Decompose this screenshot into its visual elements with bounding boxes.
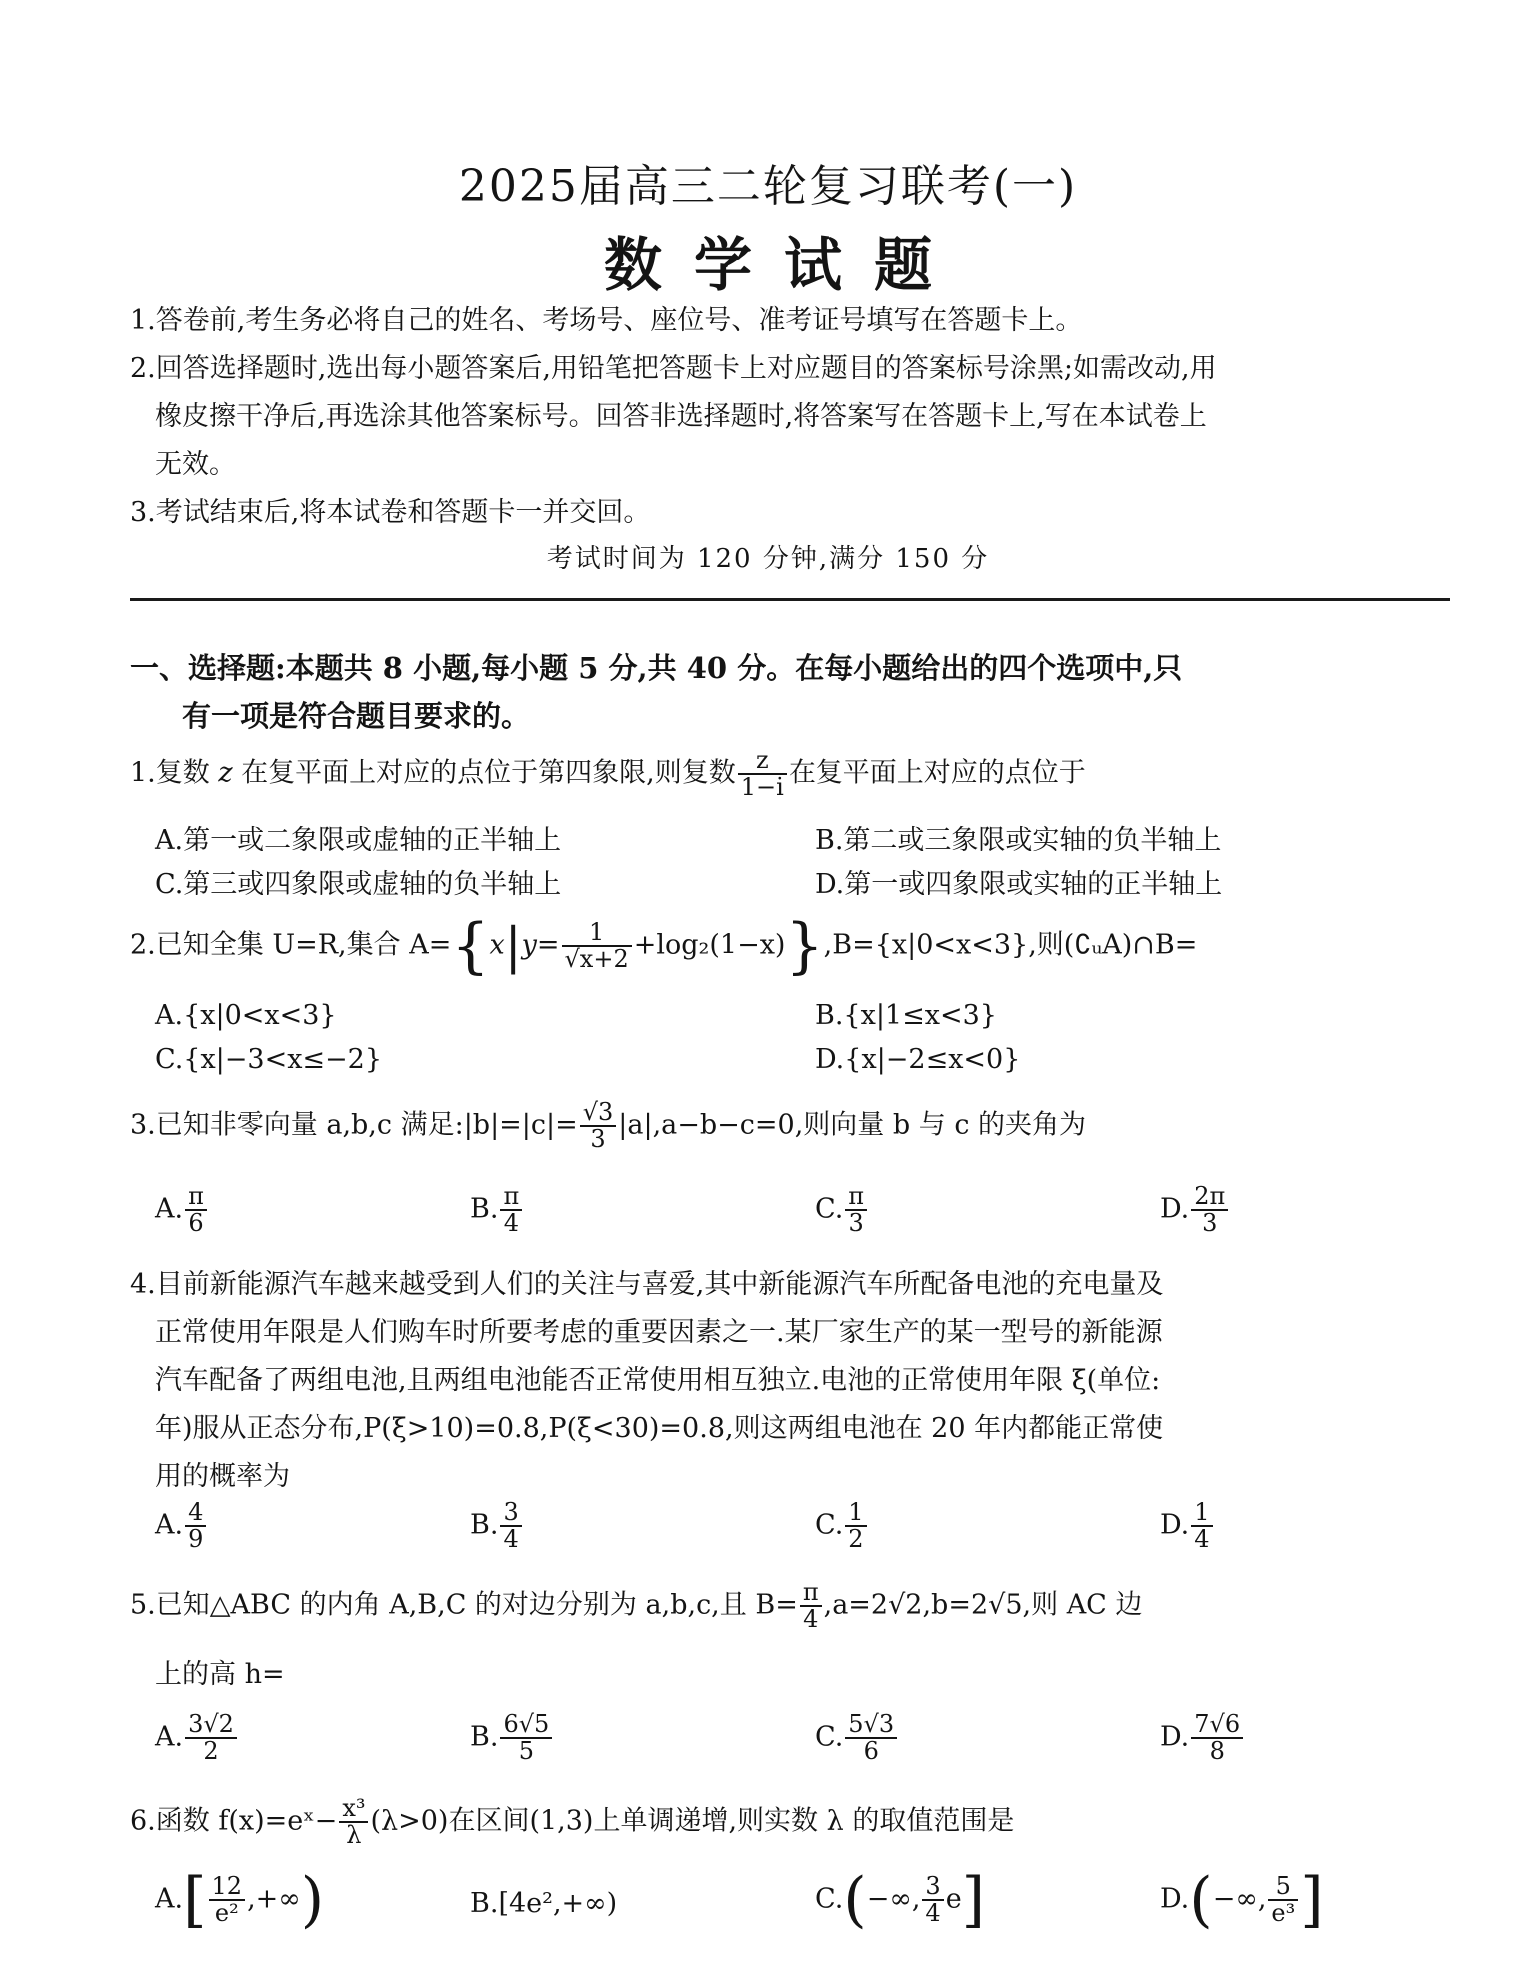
q3-post: |a|,a−b−c=0,则向量 b 与 c 的夹角为: [618, 1109, 1087, 1141]
question-5-stem: [130, 1580, 1142, 1632]
q2-set-tail: +log₂(1−x): [633, 929, 786, 961]
section-heading-line-2: 有一项是符合题目要求的。: [182, 699, 531, 733]
q5-a-den: 2: [203, 1737, 219, 1766]
q2-set-close-brace: }: [785, 911, 824, 981]
question-1-stem: [130, 748, 1086, 800]
q5-option-a: [155, 1712, 239, 1764]
q4-d-den: 4: [1194, 1525, 1210, 1554]
q6-a-tail: ,+∞: [247, 1883, 301, 1915]
q2-frac-den: √x+2: [564, 945, 629, 973]
q3-b-num: π: [500, 1184, 522, 1211]
note-line-3: 橡皮擦干净后,再选涂其他答案标号。回答非选择题时,将答案写在答题卡上,写在本试卷上: [155, 401, 1207, 432]
q4-a-label: A.: [155, 1509, 184, 1541]
q3-b-label: B.: [470, 1193, 499, 1225]
q5-option-c: [815, 1712, 899, 1764]
q5-option-b: [470, 1712, 554, 1764]
q4-b-frac: [500, 1500, 521, 1552]
q4-line-4: 年)服从正态分布,P(ξ>10)=0.8,P(ξ<30)=0.8,则这两组电池在 20 年内都能正常使: [155, 1413, 1164, 1444]
q6-c-head: −∞,: [866, 1883, 921, 1915]
q2-option-d: D.{x|−2≤x<0}: [815, 1044, 1021, 1075]
q4-option-b: [470, 1500, 524, 1552]
q4-line-2: 正常使用年限是人们购车时所要考虑的重要因素之一.某厂家生产的某一型号的新能源: [155, 1317, 1163, 1348]
q1-frac-den: 1−i: [740, 773, 784, 802]
q1-frac-num: z: [738, 748, 787, 775]
q2-set-bar: |: [504, 917, 522, 975]
section-heading-line-1: 一、选择题:本题共 8 小题,每小题 5 分,共 40 分。在每小题给出的四个选项中,只: [130, 651, 1183, 685]
q6-option-a: [155, 1865, 325, 1935]
q4-c-num: 1: [845, 1500, 866, 1527]
q4-b-den: 4: [503, 1525, 519, 1554]
exam-subject-title: 数学试题: [603, 231, 964, 299]
q3-c-frac: [845, 1184, 867, 1236]
q1-option-c: C.第三或四象限或虚轴的负半轴上: [155, 869, 562, 900]
q6-fraction: [339, 1796, 368, 1848]
q6-pre: 6.函数 f(x)=eˣ−: [130, 1805, 338, 1837]
q1-var: z: [218, 757, 233, 789]
q1-post: 在复平面上对应的点位于: [788, 757, 1086, 789]
q2-frac-num: 1: [562, 920, 632, 947]
q4-option-c: [815, 1500, 869, 1552]
q6-d-close: ]: [1300, 1865, 1324, 1935]
q6-d-num: 5: [1268, 1874, 1298, 1901]
q3-pre: 3.已知非零向量 a,b,c 满足:|b|=|c|=: [130, 1109, 578, 1141]
note-line-4: 无效。: [155, 449, 236, 480]
q6-c-frac: [922, 1871, 943, 1927]
q4-d-label: D.: [1160, 1509, 1190, 1541]
q1-option-a: A.第一或二象限或虚轴的正半轴上: [155, 825, 562, 856]
q4-a-num: 4: [185, 1500, 206, 1527]
q6-post: (λ>0)在区间(1,3)上单调递增,则实数 λ 的取值范围是: [370, 1805, 1015, 1837]
q5-pre: 5.已知△ABC 的内角 A,B,C 的对边分别为 a,b,c,且 B=: [130, 1589, 798, 1621]
q3-b-frac: [500, 1184, 522, 1236]
q2-set-open-brace: {: [451, 911, 490, 981]
q3-c-den: 3: [848, 1209, 864, 1238]
q5-c-den: 6: [863, 1737, 879, 1766]
question-6-stem: [130, 1796, 1014, 1848]
divider-rule: [130, 598, 1450, 601]
q5-d-den: 8: [1209, 1737, 1225, 1766]
q6-frac-num: x³: [339, 1796, 368, 1823]
q1-option-b: B.第二或三象限或实轴的负半轴上: [815, 825, 1222, 856]
q3-a-frac: [185, 1184, 207, 1236]
q3-option-a: [155, 1184, 209, 1236]
q5-option-d: [1160, 1712, 1245, 1764]
q5-d-num: 7√6: [1191, 1712, 1243, 1739]
q3-frac-num: √3: [580, 1100, 617, 1127]
q5-a-label: A.: [155, 1721, 184, 1753]
q4-a-den: 9: [188, 1525, 204, 1554]
q2-option-c: C.{x|−3<x≤−2}: [155, 1044, 383, 1075]
q5-frac-den: 4: [803, 1605, 819, 1634]
q6-c-label: C.: [815, 1883, 844, 1915]
q6-c-num: 3: [922, 1874, 943, 1901]
q2-fraction: [562, 917, 632, 973]
q4-b-num: 3: [500, 1500, 521, 1527]
q5-a-frac: [185, 1712, 237, 1764]
q3-option-d: [1160, 1184, 1230, 1236]
q3-d-den: 3: [1202, 1209, 1218, 1238]
q4-line-5: 用的概率为: [155, 1461, 290, 1492]
q5-c-label: C.: [815, 1721, 844, 1753]
q2-set-var: x: [489, 929, 505, 961]
q2-option-b: B.{x|1≤x<3}: [815, 1000, 997, 1031]
q1-fraction: [738, 748, 787, 800]
q4-d-frac: [1191, 1500, 1212, 1552]
q6-a-close: ): [300, 1865, 325, 1935]
q3-a-label: A.: [155, 1193, 184, 1225]
q5-post: ,a=2√2,b=2√5,则 AC 边: [823, 1589, 1143, 1621]
q3-c-label: C.: [815, 1193, 844, 1225]
q3-b-den: 4: [503, 1209, 519, 1238]
question-2-stem: [130, 911, 1198, 981]
q3-option-b: [470, 1184, 524, 1236]
q4-option-d: [1160, 1500, 1215, 1552]
q6-a-label: A.: [155, 1883, 184, 1915]
q2-option-a: A.{x|0<x<3}: [155, 1000, 337, 1031]
q6-option-d: [1160, 1865, 1324, 1935]
q6-c-open: (: [843, 1865, 867, 1935]
q6-b-label: B.: [470, 1888, 499, 1919]
q3-d-label: D.: [1160, 1193, 1190, 1225]
note-line-5: 3.考试结束后,将本试卷和答题卡一并交回。: [130, 497, 651, 528]
q5-frac-num: π: [800, 1580, 822, 1607]
q1-option-d: D.第一或四象限或实轴的正半轴上: [815, 869, 1223, 900]
q3-c-num: π: [845, 1184, 867, 1211]
q4-line-1: 4.目前新能源汽车越来越受到人们的关注与喜爱,其中新能源汽车所配备电池的充电量及: [130, 1269, 1164, 1300]
q4-c-den: 2: [848, 1525, 864, 1554]
q5-d-frac: [1191, 1712, 1243, 1764]
q6-frac-den: λ: [346, 1821, 362, 1850]
q6-d-den: e³: [1271, 1899, 1296, 1927]
q3-a-den: 6: [188, 1209, 204, 1238]
q4-a-frac: [185, 1500, 206, 1552]
q6-d-label: D.: [1160, 1883, 1190, 1915]
q3-a-num: π: [185, 1184, 207, 1211]
q5-b-frac: [500, 1712, 552, 1764]
q6-c-tail: e: [945, 1883, 962, 1915]
q2-set-y: y=: [521, 929, 560, 961]
q6-a-den: e²: [214, 1899, 239, 1927]
q4-line-3: 汽车配备了两组电池,且两组电池能否正常使用相互独立.电池的正常使用年限 ξ(单位:: [155, 1365, 1161, 1396]
q2-pre: 2.已知全集 U=R,集合 A=: [130, 929, 452, 961]
question-3-stem: [130, 1100, 1086, 1152]
q3-d-num: 2π: [1191, 1184, 1228, 1211]
q1-mid: 在复平面上对应的点位于第四象限,则复数: [232, 757, 736, 789]
q5-b-label: B.: [470, 1721, 499, 1753]
q1-pre: 1.复数: [130, 757, 219, 789]
q6-b-text: [4e²,+∞): [498, 1888, 618, 1919]
q3-frac-den: 3: [590, 1125, 606, 1154]
q6-option-c: [815, 1865, 986, 1935]
q4-d-num: 1: [1191, 1500, 1212, 1527]
exam-time: 考试时间为 120 分钟,满分 150 分: [546, 544, 990, 574]
q5-d-label: D.: [1160, 1721, 1190, 1753]
q3-option-c: [815, 1184, 869, 1236]
q3-d-frac: [1191, 1184, 1228, 1236]
q4-b-label: B.: [470, 1509, 499, 1541]
q6-a-num: 12: [209, 1874, 246, 1901]
q5-b-num: 6√5: [500, 1712, 552, 1739]
q6-d-head: −∞,: [1212, 1883, 1267, 1915]
q6-option-b: [470, 1888, 617, 1919]
note-line-2: 2.回答选择题时,选出每小题答案后,用铅笔把答题卡上对应题目的答案标号涂黑;如需改动,用: [130, 353, 1217, 384]
q5-fraction: [800, 1580, 822, 1632]
exam-title: 2025届高三二轮复习联考(一): [458, 161, 1078, 212]
q6-a-open: [: [183, 1865, 207, 1935]
q4-c-label: C.: [815, 1509, 844, 1541]
q2-post: ,B={x|0<x<3},则(∁ᵤA)∩B=: [823, 929, 1198, 961]
q6-d-frac: [1268, 1871, 1298, 1927]
q5-a-num: 3√2: [185, 1712, 237, 1739]
q6-c-close: ]: [961, 1865, 986, 1935]
q6-c-den: 4: [925, 1899, 941, 1927]
q3-fraction: [580, 1100, 617, 1152]
q4-c-frac: [845, 1500, 866, 1552]
q5-line-2: 上的高 h=: [155, 1659, 285, 1690]
q6-a-frac: [209, 1871, 246, 1927]
q6-d-open: (: [1189, 1865, 1213, 1935]
q5-c-num: 5√3: [845, 1712, 897, 1739]
note-line-1: 1.答卷前,考生务必将自己的姓名、考场号、座位号、准考证号填写在答题卡上。: [130, 305, 1083, 336]
q4-option-a: [155, 1500, 208, 1552]
q5-c-frac: [845, 1712, 897, 1764]
q5-b-den: 5: [518, 1737, 534, 1766]
